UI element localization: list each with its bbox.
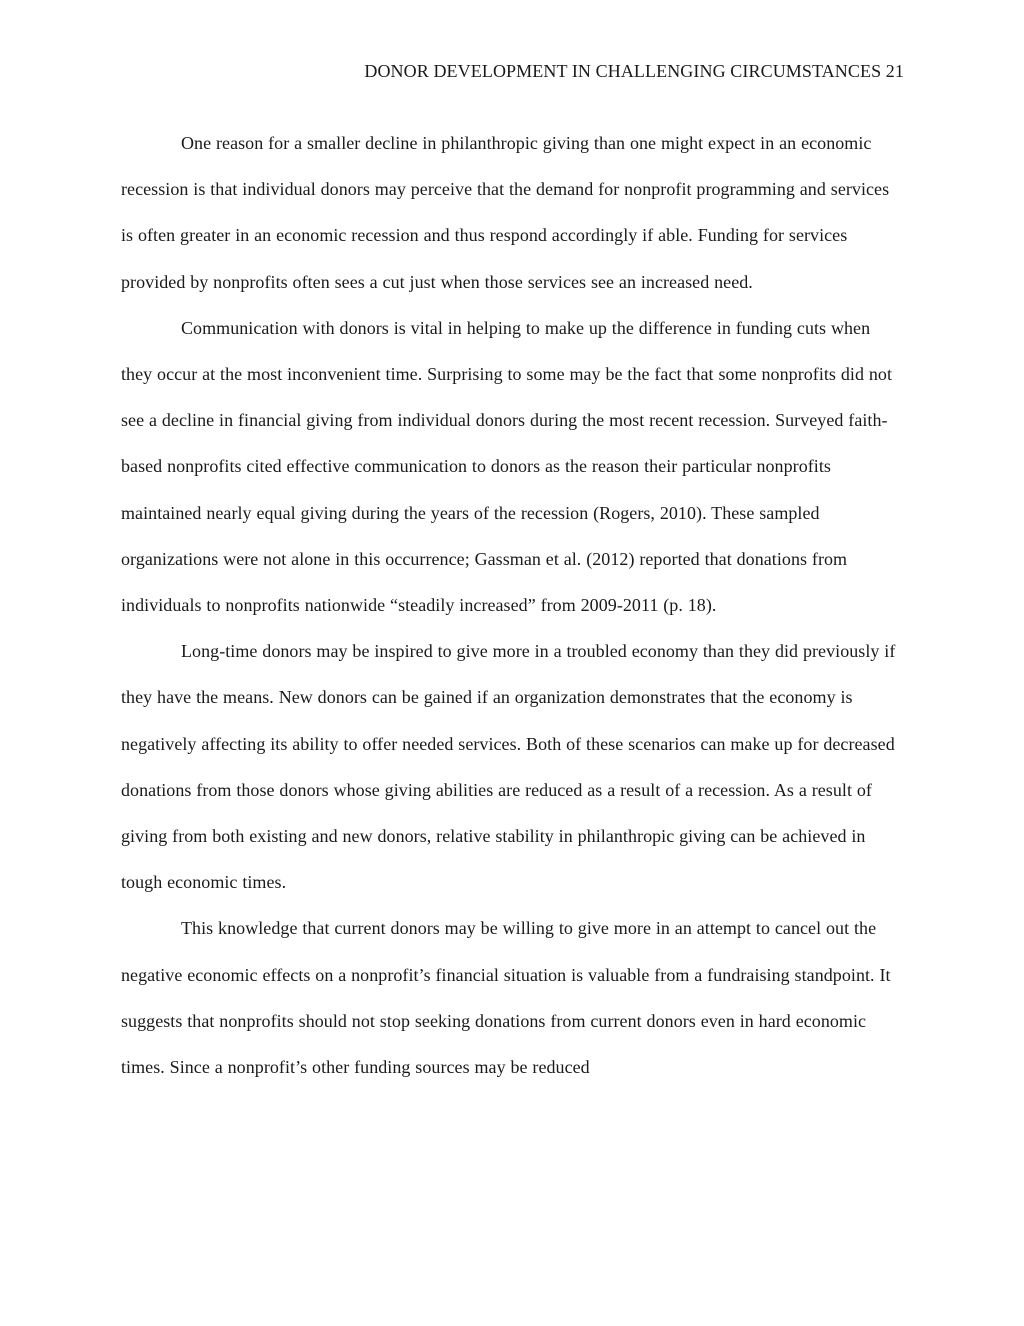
paragraph-recession-giving: One reason for a smaller decline in philanthropic giving than one might expect in an economic recession is that individual donors may perceive that the demand for nonprofit programming and services is often greater in an economic recession and thus respond accordingly if able. Funding for services provided by nonprofits often sees a cut just when those services see an increased need. bbox=[121, 133, 890, 292]
paragraph-donor-communication: Communication with donors is vital in helping to make up the difference in funding cuts when they occur at the most inconvenient time. Surprising to some may be the fact that some nonprofits did not see a decline in financial giving from individual donors during the most recent recession. Surveyed faith-based nonprofits cited effective communication to donors as the reason their particular nonprofits maintained nearly equal giving during the years of the recession (Rogers, 2010). These sampled organizations were not alone in this occurrence; Gassman et al. (2012) reported that donations from individuals to nonprofits nationwide “steadily increased” from 2009-2011 (p. 18). bbox=[121, 317, 892, 616]
body-text bbox=[121, 120, 904, 1090]
paragraph-fundraising-standpoint: This knowledge that current donors may be willing to give more in an attempt to cancel out the negative economic effects on a nonprofit’s financial situation is valuable from a fundraising standpoint. It suggests that nonprofits should not stop seeking donations from current donors even in hard economic times. Since a nonprofit’s other funding sources may be reduced bbox=[121, 918, 891, 1078]
paragraph-long-time-donors: Long-time donors may be inspired to give more in a troubled economy than they did previously if they have the means. New donors can be gained if an organization demonstrates that the economy is negatively affecting its ability to offer needed services. Both of these scenarios can make up for decreased donations from those donors whose giving abilities are reduced as a result of a recession. As a result of giving from both existing and new donors, relative stability in philanthropic giving can be achieved in tough economic times. bbox=[121, 641, 896, 893]
running-head: DONOR DEVELOPMENT IN CHALLENGING CIRCUMSTANCES 21 bbox=[364, 61, 904, 81]
